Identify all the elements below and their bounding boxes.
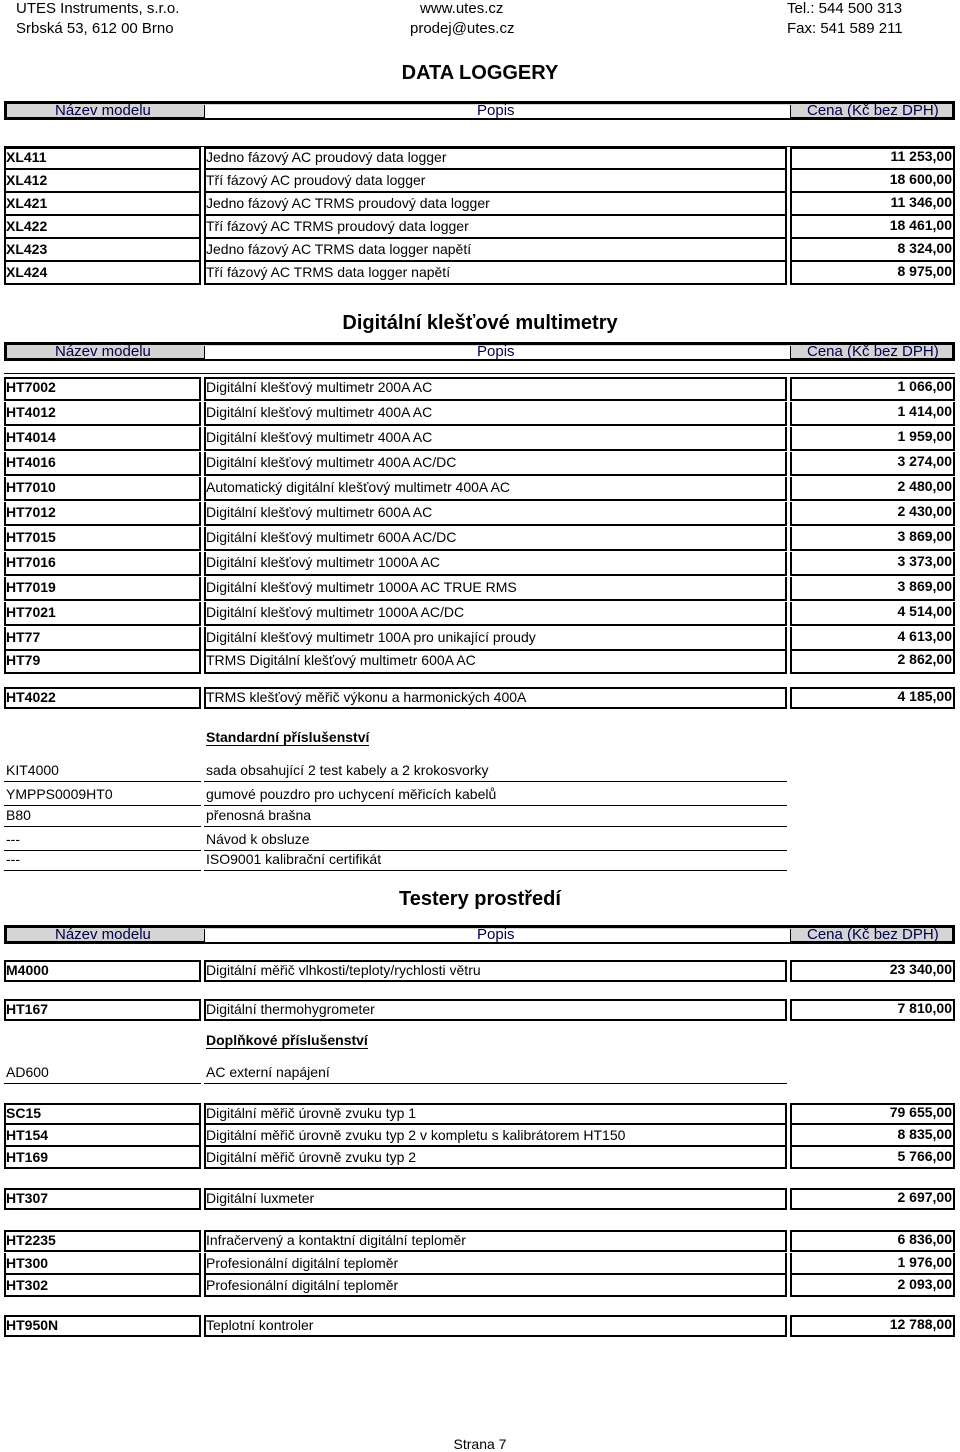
product-description: Profesionální digitální teploměr (206, 1255, 399, 1271)
company-fax: Fax: 541 589 211 (787, 20, 903, 37)
model-code: XL424 (6, 264, 48, 280)
product-description: Digitální klešťový multimetr 1000A AC/DC (206, 604, 465, 620)
product-description: Digitální klešťový multimetr 600A AC (206, 504, 433, 520)
product-price: 18 600,00 (889, 171, 952, 187)
product-description: Digitální klešťový multimetr 400A AC/DC (206, 454, 457, 470)
model-code: HT154 (6, 1127, 49, 1143)
product-price: 2 697,00 (897, 1189, 952, 1205)
product-row (4, 1125, 955, 1147)
product-price: 4 514,00 (897, 603, 952, 619)
product-price: 11 346,00 (890, 194, 952, 210)
model-code: XL421 (6, 195, 48, 211)
model-code: SC15 (6, 1105, 42, 1121)
product-description: Digitální klešťový multimetr 1000A AC (206, 554, 441, 570)
product-price: 6 836,00 (897, 1231, 952, 1247)
table-header (4, 925, 955, 944)
model-code: HT4016 (6, 454, 56, 470)
product-description: Digitální měřič úrovně zvuku typ 1 (206, 1105, 417, 1121)
product-price: 8 835,00 (897, 1126, 952, 1142)
product-row (4, 1230, 955, 1252)
column-header-price: Cena (Kč bez DPH) (807, 926, 939, 943)
product-price: 11 253,00 (890, 148, 952, 164)
accessory-row (4, 1062, 955, 1084)
product-row (4, 170, 955, 193)
page-number: Strana 7 (453, 1436, 507, 1452)
section-title-clamp-meters: Digitální klešťové multimetry (342, 312, 618, 334)
product-description: ISO9001 kalibrační certifikát (206, 851, 382, 867)
product-description: Digitální klešťový multimetr 600A AC/DC (206, 529, 457, 545)
product-row (4, 999, 955, 1021)
model-code: M4000 (6, 962, 49, 978)
product-price: 2 430,00 (897, 503, 952, 519)
company-web-link[interactable]: www.utes.cz (420, 0, 504, 17)
product-price: 1 976,00 (897, 1254, 952, 1270)
product-description: Návod k obsluze (206, 831, 310, 847)
table-header (4, 101, 955, 120)
product-price: 18 461,00 (889, 217, 952, 233)
product-price: 7 810,00 (897, 1000, 952, 1016)
product-row (4, 477, 955, 501)
column-header-model: Název modelu (55, 343, 151, 360)
column-header-model: Název modelu (55, 102, 151, 119)
company-email-link[interactable]: prodej@utes.cz (410, 20, 515, 37)
product-description: sada obsahující 2 test kabely a 2 krokosvorky (206, 762, 489, 778)
product-price: 2 480,00 (897, 478, 952, 494)
model-code: HT307 (6, 1190, 49, 1206)
product-description: Digitální měřič vlhkosti/teploty/rychlosti větru (206, 962, 481, 978)
accessory-row (4, 784, 955, 806)
product-description: Digitální měřič úrovně zvuku typ 2 (206, 1149, 417, 1165)
accessory-row (4, 760, 955, 782)
product-description: Digitální klešťový multimetr 400A AC (206, 429, 433, 445)
optional-accessories-title: Doplňkové příslušenství (206, 1032, 368, 1048)
model-code: XL411 (6, 149, 47, 165)
product-row (4, 402, 955, 426)
product-row (4, 1147, 955, 1169)
product-description: Profesionální digitální teploměr (206, 1277, 399, 1293)
product-row (4, 262, 955, 285)
model-code: XL412 (6, 172, 48, 188)
product-price: 8 324,00 (897, 240, 952, 256)
product-row (4, 1275, 955, 1297)
model-code: HT7010 (6, 479, 56, 495)
table-header (4, 342, 955, 361)
accessory-row (4, 805, 955, 827)
product-description: Jedno fázový AC TRMS proudový data logger (206, 195, 490, 211)
accessory-row (4, 849, 955, 871)
product-row (4, 602, 955, 626)
model-code: AD600 (6, 1064, 49, 1080)
product-description: Digitální luxmeter (206, 1190, 315, 1206)
product-row (4, 452, 955, 476)
product-description: AC externí napájení (206, 1064, 330, 1080)
model-code: HT4012 (6, 404, 56, 420)
product-description: Infračervený a kontaktní digitální teploměr (206, 1232, 466, 1248)
model-code: XL423 (6, 241, 48, 257)
product-price: 8 975,00 (897, 263, 952, 279)
product-row (4, 216, 955, 239)
model-cell (4, 829, 201, 851)
column-header-model: Název modelu (55, 926, 151, 943)
product-description: Digitální thermohygrometer (206, 1001, 375, 1017)
model-code: --- (6, 851, 20, 867)
model-code: KIT4000 (6, 762, 59, 778)
model-code: HT167 (6, 1001, 49, 1017)
product-description: Digitální klešťový multimetr 200A AC (206, 379, 433, 395)
product-description: Digitální měřič úrovně zvuku typ 2 v kompletu s kalibrátorem HT150 (206, 1127, 626, 1143)
product-description: gumové pouzdro pro uchycení měřicích kabelů (206, 786, 497, 802)
product-row (4, 627, 955, 651)
product-price: 79 655,00 (889, 1104, 952, 1120)
model-code: B80 (6, 807, 31, 823)
product-row (4, 552, 955, 576)
product-description: Tří fázový AC TRMS data logger napětí (206, 264, 451, 280)
product-price: 4 185,00 (897, 688, 952, 704)
product-price: 5 766,00 (897, 1148, 952, 1164)
model-code: HT7021 (6, 604, 56, 620)
product-row (4, 427, 955, 451)
product-row (4, 1188, 955, 1210)
product-price: 4 613,00 (897, 628, 952, 644)
company-name: UTES Instruments, s.r.o. (16, 0, 180, 17)
model-code: YMPPS0009HT0 (6, 786, 113, 802)
product-description: Digitální klešťový multimetr 100A pro unikající proudy (206, 629, 536, 645)
model-code: HT4014 (6, 429, 56, 445)
model-code: HT2235 (6, 1232, 56, 1248)
model-code: HT7016 (6, 554, 56, 570)
model-code: --- (6, 831, 20, 847)
product-row (4, 650, 955, 674)
column-header-description: Popis (477, 926, 515, 943)
product-description: TRMS klešťový měřič výkonu a harmonických 400A (206, 689, 527, 705)
product-description: Jedno fázový AC proudový data logger (206, 149, 447, 165)
product-row (4, 527, 955, 551)
product-description: Jedno fázový AC TRMS data logger napětí (206, 241, 472, 257)
product-price: 2 093,00 (897, 1276, 952, 1292)
model-code: HT169 (6, 1149, 49, 1165)
product-row (4, 1253, 955, 1275)
company-address: Srbská 53, 612 00 Brno (16, 20, 174, 37)
product-row (4, 239, 955, 262)
product-description: Digitální klešťový multimetr 1000A AC TRUE RMS (206, 579, 517, 595)
product-row (4, 1103, 955, 1125)
product-row (4, 502, 955, 526)
model-cell (4, 805, 201, 827)
column-header-description: Popis (477, 102, 515, 119)
table-top-rule (4, 373, 955, 374)
column-header-description: Popis (477, 343, 515, 360)
model-code: HT7019 (6, 579, 56, 595)
product-row (4, 687, 955, 709)
model-code: HT7012 (6, 504, 56, 520)
product-price: 1 959,00 (897, 428, 952, 444)
company-phone: Tel.: 544 500 313 (787, 0, 903, 17)
product-description: Automatický digitální klešťový multimetr 400A AC (206, 479, 511, 495)
model-code: HT7002 (6, 379, 56, 395)
product-price: 3 274,00 (897, 453, 952, 469)
product-description: přenosná brašna (206, 807, 312, 823)
product-description: Digitální klešťový multimetr 400A AC (206, 404, 433, 420)
product-price: 1 066,00 (897, 378, 952, 394)
product-price: 2 862,00 (897, 651, 952, 667)
product-row (4, 960, 955, 982)
product-price: 3 373,00 (897, 553, 952, 569)
model-cell (4, 849, 201, 871)
product-price: 12 788,00 (889, 1316, 952, 1332)
product-price: 3 869,00 (897, 528, 952, 544)
product-description: Teplotní kontroler (206, 1317, 314, 1333)
accessory-row (4, 829, 955, 851)
model-code: HT4022 (6, 689, 56, 705)
product-description: Tří fázový AC TRMS proudový data logger (206, 218, 469, 234)
product-description: TRMS Digitální klešťový multimetr 600A AC (206, 652, 476, 668)
product-row (4, 147, 955, 170)
column-header-price: Cena (Kč bez DPH) (807, 343, 939, 360)
standard-accessories-title: Standardní příslušenství (206, 729, 370, 745)
product-row (4, 1315, 955, 1337)
section-title-environment-testers: Testery prostředí (399, 888, 561, 910)
section-title-data-loggers: DATA LOGGERY (401, 62, 559, 84)
product-price: 3 869,00 (897, 578, 952, 594)
model-code: HT950N (6, 1317, 59, 1333)
product-row (4, 193, 955, 216)
column-header-price: Cena (Kč bez DPH) (807, 102, 939, 119)
model-code: HT77 (6, 629, 41, 645)
product-price: 23 340,00 (889, 961, 952, 977)
model-code: XL422 (6, 218, 48, 234)
model-code: HT79 (6, 652, 41, 668)
product-price: 1 414,00 (897, 403, 952, 419)
product-description: Tří fázový AC proudový data logger (206, 172, 426, 188)
product-row (4, 577, 955, 601)
model-code: HT302 (6, 1277, 49, 1293)
model-code: HT7015 (6, 529, 56, 545)
model-code: HT300 (6, 1255, 49, 1271)
product-row (4, 377, 955, 401)
